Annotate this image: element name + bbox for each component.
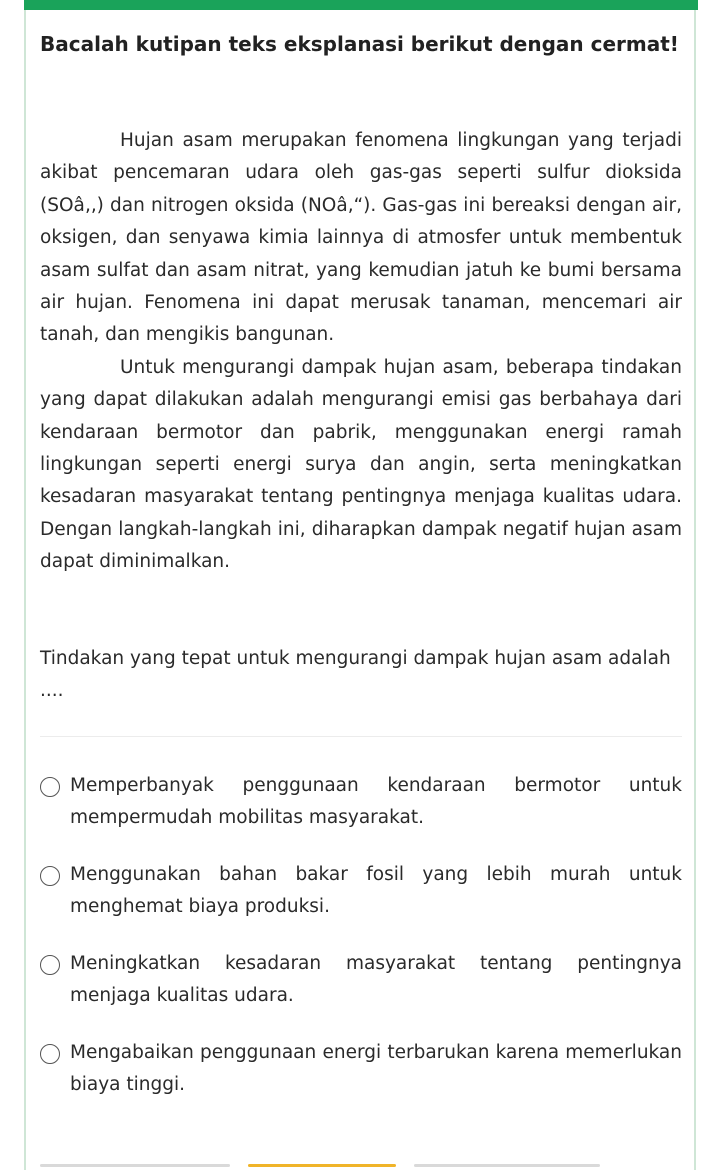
answer-option-a[interactable]	[40, 770, 682, 859]
instruction-title: Bacalah kutipan teks eksplanasi berikut dengan cermat!	[40, 32, 679, 56]
radio-circle-icon[interactable]	[40, 777, 60, 797]
explanation-passage	[40, 125, 682, 579]
radio-circle-icon[interactable]	[40, 866, 60, 886]
question-text: Tindakan yang tepat untuk mengurangi dampak hujan asam adalah ....	[40, 648, 671, 701]
divider	[40, 736, 682, 737]
top-accent-bar	[24, 0, 698, 10]
answer-option-d[interactable]	[40, 1037, 682, 1126]
answer-option-label: Meningkatkan kesadaran masyarakat tentang pentingnya menjaga kualitas udara.	[70, 953, 682, 1006]
answer-option-label: Memperbanyak penggunaan kendaraan bermotor untuk mempermudah mobilitas masyarakat.	[70, 775, 682, 828]
answer-option-b[interactable]	[40, 859, 682, 948]
radio-circle-icon[interactable]	[40, 955, 60, 975]
answer-option-c[interactable]	[40, 948, 682, 1037]
passage-paragraph-1: Hujan asam merupakan fenomena lingkungan yang terjadi akibat pencemaran udara oleh gas-gas seperti sulfur dioksida (SOâ‚‚) dan nitrogen oksida (NOâ‚“). Gas-gas ini bereaksi dengan air, oksigen, dan senyawa kimia lainnya di atmosfer untuk membentuk asam sulfat dan asam nitrat, yang kemudian jatuh ke bumi bersama air hujan. Fenomena ini dapat merusak tanaman, mencemari air tanah, dan mengikis bangunan.	[40, 130, 682, 346]
passage-paragraph-2: Untuk mengurangi dampak hujan asam, beberapa tindakan yang dapat dilakukan adalah mengurangi emisi gas berbahaya dari kendaraan bermotor dan pabrik, menggunakan energi ramah lingkungan seperti energi surya dan angin, serta meningkatkan kesadaran masyarakat tentang pentingnya menjaga kualitas udara. Dengan langkah-langkah ini, diharapkan dampak negatif hujan asam dapat diminimalkan.	[40, 356, 682, 573]
answer-option-label: Menggunakan bahan bakar fosil yang lebih murah untuk menghemat biaya produksi.	[70, 864, 682, 917]
answer-option-label: Mengabaikan penggunaan energi terbarukan karena memerlukan biaya tinggi.	[70, 1042, 682, 1095]
radio-circle-icon[interactable]	[40, 1044, 60, 1064]
answer-options	[40, 770, 682, 1126]
